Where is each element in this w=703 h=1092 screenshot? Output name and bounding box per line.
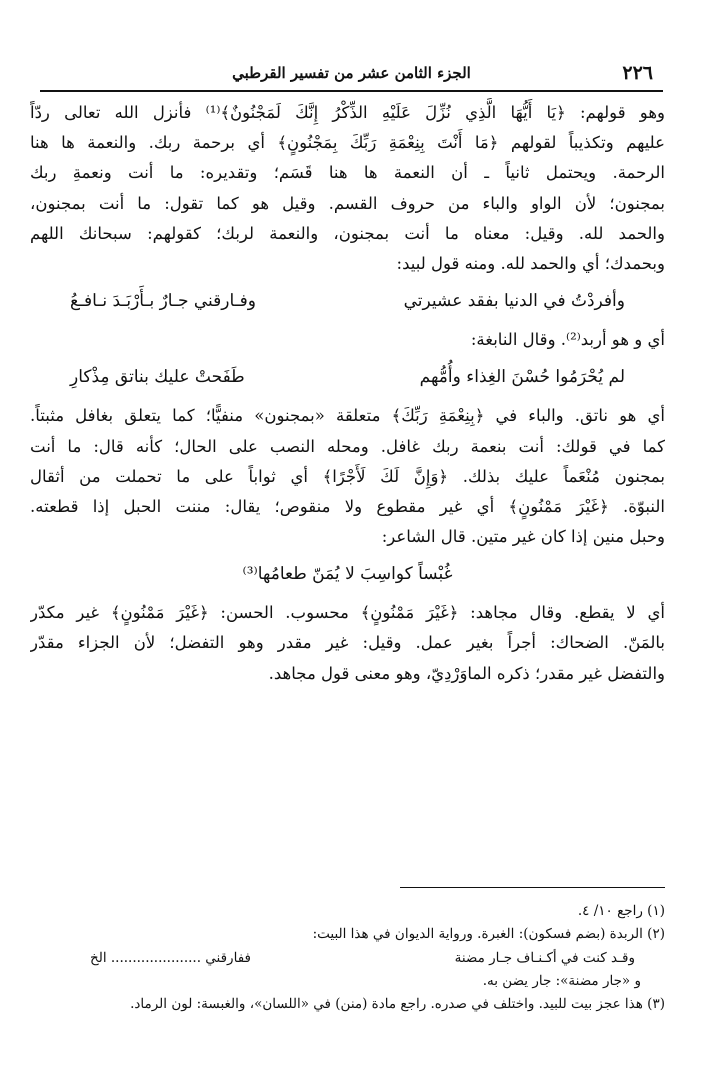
text-line: الرحمة. ويحتمل ثانياً ـ أن النعمة ها هنا قَسَم؛ وتقديره: ما أنت ونعمةِ ربك	[30, 163, 665, 183]
running-header	[40, 58, 663, 92]
verse-hemistich: غُبْساً كواسِبَ لا يُمَنّ طعامُها⁽³⁾	[242, 564, 453, 585]
text-line: والتفضل غير مقدر؛ ذكره الماوَرْدِيّ، وهو معنى قول مجاهد.	[268, 663, 665, 683]
verse-second-hemistich: وفـارقني جـارٌ بـأَرْبَـدَ نـافـعُ	[70, 291, 257, 312]
text-line: وهو قولهم: ﴿يَا أَيُّهَا الَّذِي نُزِّلَ عَلَيْهِ الذِّكْرُ إِنَّكَ لَمَجْنُونٌ﴾⁽¹⁾ فأنزل الله تعالى ردّاً	[30, 103, 665, 122]
footnote-3: (٣) هذا عجز بيت للبيد. واختلف في صدره. راجع مادة (منن) في «اللسان»، والغبسة: لون الرماد.	[130, 996, 665, 1012]
verse-first-hemistich: وأفردْتُ في الدنيا بفقد عشيرتي	[403, 291, 625, 312]
running-title: الجزء الثامن عشر من تفسير القرطبي	[232, 64, 471, 82]
verse-second-hemistich: طَفَحتْ عليك بناتق مِذْكارِ	[70, 367, 245, 388]
text-line: كما في قولك: أنت بنعمة ربك غافل. ومحله النصب على الحال؛ كأنه قال: ما أنت	[30, 436, 665, 456]
text-line: أي لا يقطع. وقال مجاهد: ﴿غَيْرَ مَمْنُونٍ﴾ محسوب. الحسن: ﴿غَيْرَ مَمْنُونٍ﴾ غير مكدّر	[30, 603, 665, 623]
text-line: بمجنون مُنْعَماً عليك بذلك. ﴿وَإِنَّ لَكَ لَأَجْرًا﴾ أي ثواباً على ما تحملت من أثقال	[30, 466, 665, 486]
text-line: عليهم وتكذيباً لقولهم ﴿مَا أَنْتَ بِنِعْمَةِ رَبِّكَ بِمَجْنُونٍ﴾ أي برحمة ربك. والنعمة ها هنا	[30, 133, 665, 153]
footnote-2: (٢) الربدة (بضم فسكون): الغبرة. ورواية الديوان في هذا البيت:	[312, 926, 665, 942]
footnote-separator	[400, 887, 665, 888]
footnote-verse-first: وقـد كنت في أكـنـاف جـار مضنة	[454, 950, 635, 966]
poem-verse-labid	[30, 279, 665, 325]
main-text	[30, 98, 665, 689]
text-line: أي هو ناتق. والباء في ﴿بِنِعْمَةِ رَبِّكَ﴾ متعلقة «بمجنون» منفيًّا؛ كما يتعلق بغافل مثبتاً.	[30, 406, 665, 426]
verse-first-hemistich: لم يُحْرَمُوا حُسْنَ الغِذاء وأُمُّهم	[419, 367, 625, 388]
poem-verse-nabigha	[30, 355, 665, 401]
footnote-1: (١) راجع ١٠/ ٤.	[577, 903, 665, 919]
footnotes	[30, 900, 665, 1016]
text-line: النبوّة. ﴿غَيْرَ مَمْنُونٍ﴾ أي غير مقطوع ولا منقوص؛ يقال: مننت الحبل إذا قطعته.	[30, 496, 665, 516]
text-line: وبحمدك؛ أي والحمد لله. ومنه قول لبيد:	[396, 253, 665, 273]
text-line: وحبل منين إذا كان غير متين. قال الشاعر:	[381, 527, 665, 547]
poem-verse-quoted	[30, 552, 665, 598]
footnote-2-note: و «جار مضنة»: جار يضن به.	[482, 973, 641, 989]
text-line: والحمد لله. وقيل: معناه ما أنت بمجنون، والنعمة لربك؛ كقولهم: سبحانك اللهم	[30, 223, 665, 243]
footnote-2-verse	[30, 946, 665, 970]
page-number: ٢٢٦	[622, 62, 653, 84]
footnote-verse-second: ففارقني ..................... الخ	[90, 950, 251, 966]
text-line: بالمَنّ. الضحاك: أجراً بغير عمل. وقيل: غير مقدر وهو التفضل؛ لأن الجزاء مقدّر	[30, 633, 665, 653]
text-line: أي و هو أربد⁽²⁾. وقال النابغة:	[470, 330, 665, 350]
text-line: بمجنون؛ لأن الواو والباء من حروف القسم. وقيل هو كما تقول: ما أنت بمجنون،	[30, 193, 665, 213]
